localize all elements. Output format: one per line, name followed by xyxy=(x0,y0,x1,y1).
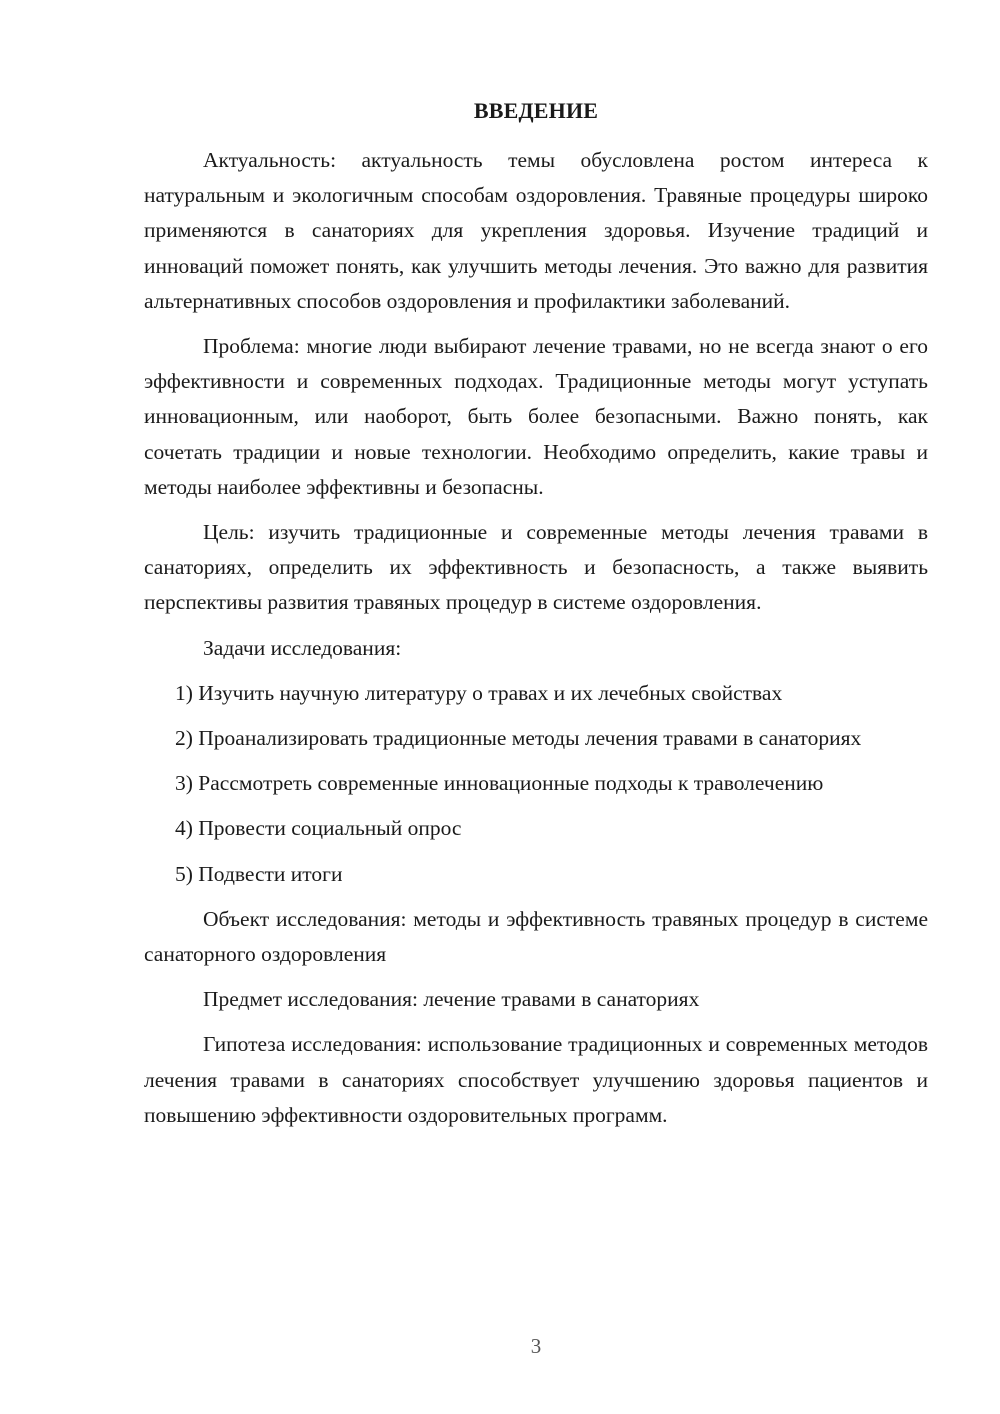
section-title: ВВЕДЕНИЕ xyxy=(473,98,599,123)
list-item-task-4: 4) Провести социальный опрос xyxy=(175,816,462,841)
paragraph-relevance: Актуальность: актуальность темы обусловлена ростом интереса к натуральным и экологичным способам оздоровления. Травяные процедуры широко применяются в санаториях для укрепления здоровья. Изучение традиций и инноваций поможет понять, как улучшить методы лечения. Это важно для развития альтернативных способов оздоровления и профилактики заболеваний. xyxy=(144,148,928,313)
paragraph-goal: Цель: изучить традиционные и современные методы лечения травами в санаториях, определить их эффективность и безопасность, а также выявить перспективы развития травяных процедур в системе оздоровления. xyxy=(144,520,928,615)
paragraph-object: Объект исследования: методы и эффективность травяных процедур в системе санаторного оздоровления xyxy=(144,906,928,967)
list-item-task-1: 1) Изучить научную литературу о травах и их лечебных свойствах xyxy=(175,680,783,705)
list-item-task-5: 5) Подвести итоги xyxy=(175,861,343,886)
paragraph-tasks-heading: Задачи исследования: xyxy=(203,635,402,660)
list-item-task-3: 3) Рассмотреть современные инновационные подходы к траволечению xyxy=(175,771,824,796)
paragraph-hypothesis: Гипотеза исследования: использование традиционных и современных методов лечения травами в санаториях способствует улучшению здоровья пациентов и повышению эффективности оздоровительных программ. xyxy=(144,1032,928,1127)
paragraph-subject: Предмет исследования: лечение травами в санаториях xyxy=(203,987,700,1012)
list-item-task-2: 2) Проанализировать традиционные методы лечения травами в санаториях xyxy=(175,726,862,751)
page-number: 3 xyxy=(530,1334,542,1358)
paragraph-problem: Проблема: многие люди выбирают лечение травами, но не всегда знают о его эффективности и современных подходах. Традиционные методы могут уступать инновационным, или наоборот, быть более безопасными. Важно понять, как сочетать традиции и новые технологии. Необходимо определить, какие травы и методы наиболее эффективны и безопасны. xyxy=(144,334,928,499)
document-body xyxy=(144,143,928,1143)
